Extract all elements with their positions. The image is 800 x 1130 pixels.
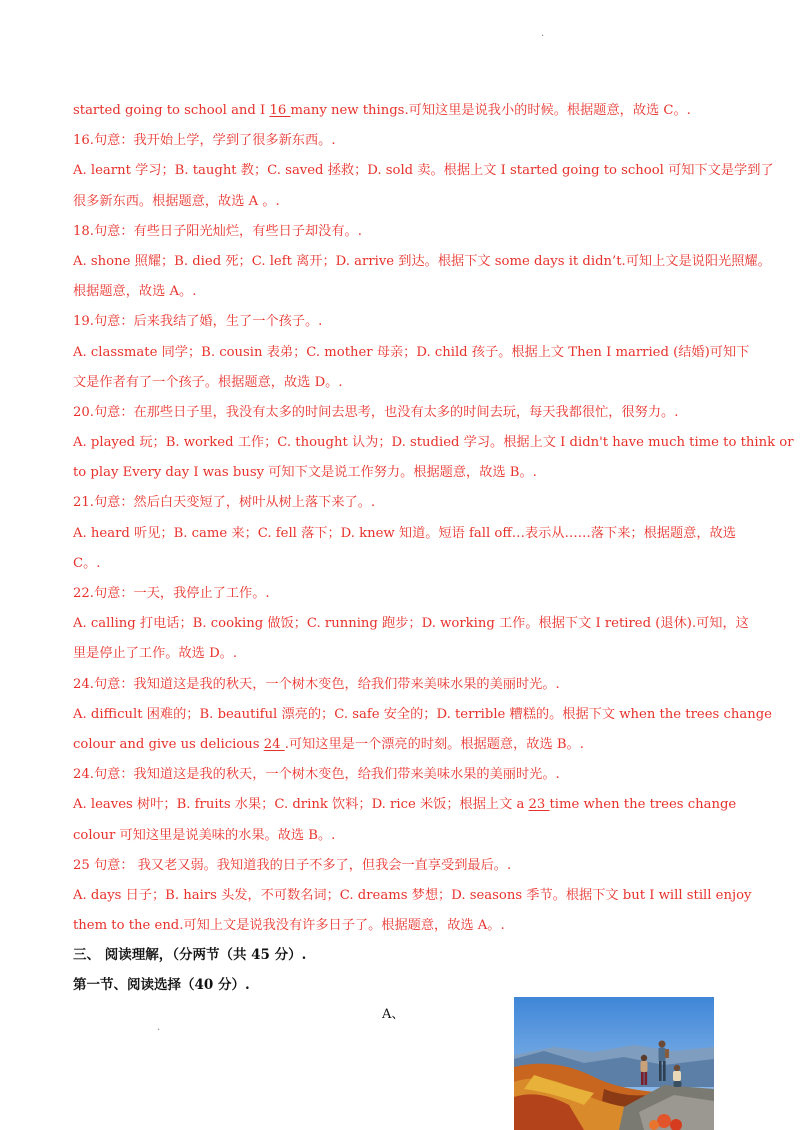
explanation-line	[73, 911, 733, 941]
line-text: 很多新东西。根据题意，故选 A 。.	[73, 193, 280, 209]
line-text: 21.句意：然后白天变短了，树叶从树上落下来了。.	[73, 495, 376, 511]
line-text: 25 句意： 我又老又弱。我知道我的日子不多了，但我会一直享受到最后。.	[73, 857, 512, 873]
line-text: A. played 玩；B. worked 工作；C. thought 认为；D. studied 学习。根据上文 I didn't have much time to think or	[73, 435, 794, 451]
line-text: A. days 日子；B. hairs 头发，不可数名词；C. dreams 梦想；D. seasons 季节。根据下文 but I will still enjoy	[73, 887, 752, 903]
explanation-line	[73, 338, 750, 368]
line-text: colour 可知这里是说美味的水果。故选 B。.	[73, 827, 336, 843]
line-text: 18.句意：有些日子阳光灿烂，有些日子却没有。.	[73, 223, 362, 239]
line-text: 20.句意：在那些日子里，我没有太多的时间去思考，也没有太多的时间去玩，每天我都很忙，很努力。.	[73, 404, 679, 420]
passage-label: A、	[382, 1007, 405, 1022]
line-text: A. learnt 学习；B. taught 教；C. saved 拯救；D. sold 卖。根据上文 I started going to school 可知下文是学到了	[73, 163, 774, 179]
explanation-line	[73, 519, 736, 549]
line-text: A. leaves 树叶；B. fruits 水果；C. drink 饮料；D. rice 米饭；根据上文 a	[73, 797, 529, 813]
line-text: 24.句意：我知道这是我的秋天，一个树木变色，给我们带来美味水果的美丽时光。.	[73, 767, 560, 783]
explanation-line	[73, 428, 794, 458]
header-dot: ·	[541, 31, 545, 42]
line-text: 16.句意：我开始上学，学到了很多新东西。.	[73, 133, 336, 149]
line-text: 22.句意：一天，我停止了工作。.	[73, 586, 270, 601]
line-text: A. heard 听见；B. came 来；C. fell 落下；D. knew 知道。短语 fall off…表示从……落下来；根据题意，故选	[73, 525, 736, 541]
explanation-line	[73, 156, 774, 186]
explanation-line	[73, 96, 733, 126]
line-text: to play Every day I was busy 可知下文是说工作努力。根据题意，故选 B。.	[73, 465, 537, 481]
section-title: 三、 阅读理解，（分两节（共 45 分）.	[73, 947, 307, 963]
explanation-line	[73, 851, 733, 881]
line-text: A. classmate 同学；B. cousin 表弟；C. mother 母亲；D. child 孩子。根据上文 Then I married (结婚)可知下	[73, 344, 750, 360]
explanation-line	[73, 187, 733, 217]
answer-blank: 24	[263, 736, 285, 752]
explanation-line	[73, 307, 733, 337]
explanation-line	[73, 730, 733, 760]
explanation-line	[73, 790, 737, 820]
explanation-line	[73, 247, 771, 277]
answer-blank: 23	[528, 797, 550, 813]
explanation-line	[73, 700, 772, 730]
explanation-line	[73, 398, 733, 428]
explanation-line	[73, 670, 733, 700]
page-dot: ·	[157, 1025, 161, 1036]
line-text: started going to school and I	[73, 103, 270, 118]
explanation-line	[73, 821, 733, 851]
line-text: A. calling 打电话；B. cooking 做饭；C. running 跑步；D. working 工作。根据下文 I retired (退休).可知，这	[73, 616, 749, 632]
line-text: 19.句意：后来我结了婚，生了一个孩子。.	[73, 314, 323, 330]
explanation-line	[73, 368, 733, 398]
explanation-line	[73, 639, 733, 669]
explanation-line	[73, 881, 752, 911]
explanation-line	[73, 488, 733, 518]
explanation-line	[73, 126, 733, 156]
line-text: 24.句意：我知道这是我的秋天，一个树木变色，给我们带来美味水果的美丽时光。.	[73, 676, 560, 692]
line-text: A. shone 照耀；B. died 死；C. left 离开；D. arrive 到达。根据下文 some days it didn’t.可知上文是说阳光照耀。	[73, 253, 771, 269]
explanation-line	[73, 760, 733, 790]
line-text: many new things.可知这里是说我小的时候。根据题意，故选 C。.	[290, 103, 691, 118]
line-text: .可知这里是一个漂亮的时刻。根据题意，故选 B。.	[284, 736, 584, 752]
line-text: 文是作者有了一个孩子。根据题意，故选 D。.	[73, 374, 343, 390]
line-text: them to the end.可知上文是说我没有许多日子了。根据题意，故选 A。.	[73, 918, 505, 934]
explanation-line	[73, 458, 733, 488]
explanation-line	[73, 217, 733, 247]
line-text: C。.	[73, 555, 101, 571]
answer-explanations	[73, 96, 794, 941]
line-text: A. difficult 困难的；B. beautiful 漂亮的；C. safe 安全的；D. terrible 糟糕的。根据下文 when the trees change	[73, 706, 772, 722]
line-text: 根据题意，故选 A。.	[73, 284, 197, 300]
subsection-title: 第一节、阅读选择（40 分）.	[73, 977, 250, 993]
line-text: 里是停止了工作。故选 D。.	[73, 646, 238, 662]
explanation-line	[73, 549, 733, 579]
answer-blank: 16	[269, 103, 291, 118]
explanation-line	[73, 277, 733, 307]
explanation-line	[73, 579, 733, 609]
autumn-hikers-photo	[514, 997, 714, 1130]
line-text: colour and give us delicious	[73, 736, 264, 752]
line-text: time when the trees change	[549, 797, 737, 813]
explanation-line	[73, 609, 749, 639]
